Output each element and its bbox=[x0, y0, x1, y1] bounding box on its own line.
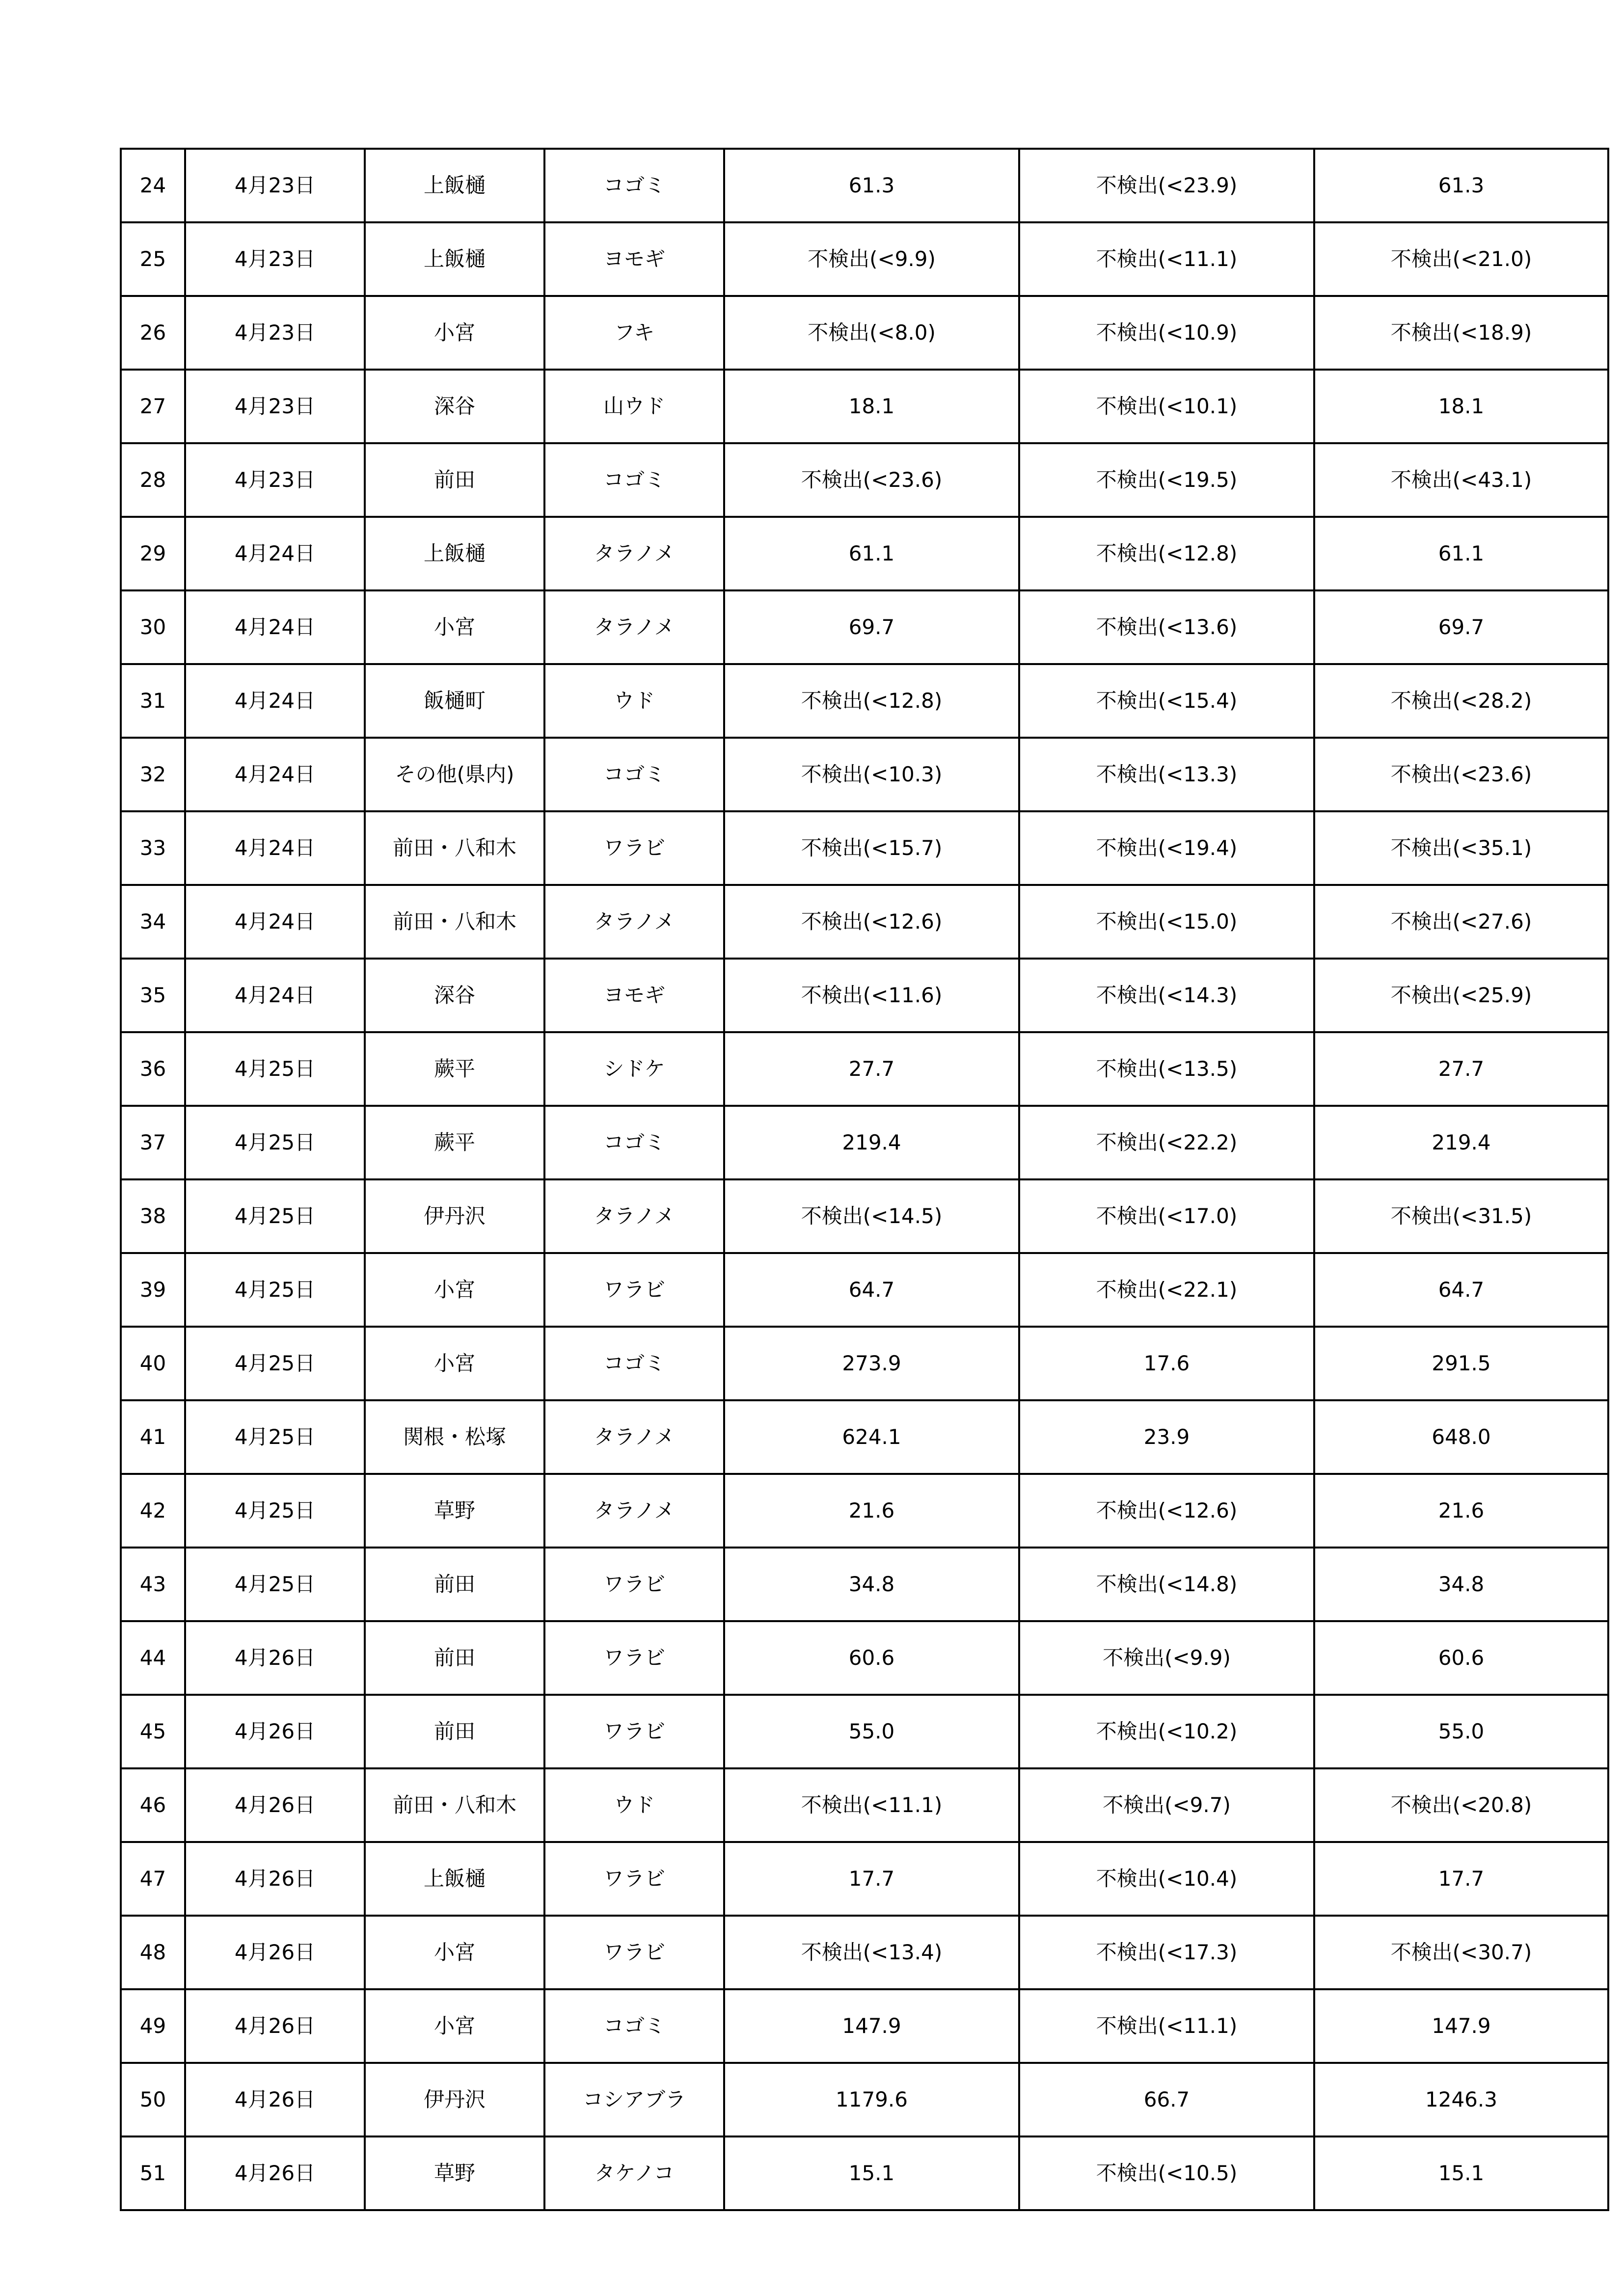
table-row bbox=[121, 2136, 1608, 2210]
row-number-cell: 35 bbox=[121, 959, 185, 1032]
item-cell: コゴミ bbox=[544, 1989, 724, 2063]
item-cell: ワラビ bbox=[544, 1621, 724, 1695]
row-number-cell: 34 bbox=[121, 885, 185, 959]
table-row bbox=[121, 2063, 1608, 2136]
total-value-cell: 18.1 bbox=[1314, 370, 1608, 443]
location-cell: 草野 bbox=[365, 1474, 544, 1548]
value-1-cell: 27.7 bbox=[724, 1032, 1019, 1106]
table-row bbox=[121, 1106, 1608, 1179]
item-cell: コゴミ bbox=[544, 149, 724, 222]
location-cell: 飯樋町 bbox=[365, 664, 544, 738]
row-number-cell: 48 bbox=[121, 1916, 185, 1989]
table-row bbox=[121, 738, 1608, 811]
value-1-cell: 不検出(<14.5) bbox=[724, 1179, 1019, 1253]
location-cell: 小宮 bbox=[365, 296, 544, 370]
total-value-cell: 不検出(<35.1) bbox=[1314, 811, 1608, 885]
date-cell: 4月23日 bbox=[185, 370, 365, 443]
total-value-cell: 21.6 bbox=[1314, 1474, 1608, 1548]
value-1-cell: 17.7 bbox=[724, 1842, 1019, 1916]
date-cell: 4月23日 bbox=[185, 443, 365, 517]
table-row bbox=[121, 1548, 1608, 1621]
location-cell: 小宮 bbox=[365, 1253, 544, 1327]
row-number-cell: 50 bbox=[121, 2063, 185, 2136]
table-row bbox=[121, 149, 1608, 222]
value-1-cell: 69.7 bbox=[724, 590, 1019, 664]
value-2-cell: 不検出(<17.3) bbox=[1019, 1916, 1314, 1989]
location-cell: 上飯樋 bbox=[365, 222, 544, 296]
table-row bbox=[121, 1916, 1608, 1989]
item-cell: ウド bbox=[544, 664, 724, 738]
total-value-cell: 147.9 bbox=[1314, 1989, 1608, 2063]
value-2-cell: 不検出(<10.1) bbox=[1019, 370, 1314, 443]
item-cell: タラノメ bbox=[544, 1179, 724, 1253]
date-cell: 4月24日 bbox=[185, 811, 365, 885]
value-2-cell: 66.7 bbox=[1019, 2063, 1314, 2136]
row-number-cell: 51 bbox=[121, 2136, 185, 2210]
value-1-cell: 不検出(<8.0) bbox=[724, 296, 1019, 370]
location-cell: 前田 bbox=[365, 1695, 544, 1768]
table-row bbox=[121, 296, 1608, 370]
row-number-cell: 41 bbox=[121, 1400, 185, 1474]
table-row bbox=[121, 590, 1608, 664]
date-cell: 4月23日 bbox=[185, 222, 365, 296]
value-2-cell: 不検出(<10.4) bbox=[1019, 1842, 1314, 1916]
item-cell: ワラビ bbox=[544, 1548, 724, 1621]
row-number-cell: 26 bbox=[121, 296, 185, 370]
date-cell: 4月26日 bbox=[185, 1989, 365, 2063]
date-cell: 4月25日 bbox=[185, 1253, 365, 1327]
value-1-cell: 624.1 bbox=[724, 1400, 1019, 1474]
item-cell: コゴミ bbox=[544, 1106, 724, 1179]
row-number-cell: 28 bbox=[121, 443, 185, 517]
item-cell: ワラビ bbox=[544, 1695, 724, 1768]
table-row bbox=[121, 1400, 1608, 1474]
location-cell: 小宮 bbox=[365, 1916, 544, 1989]
row-number-cell: 30 bbox=[121, 590, 185, 664]
total-value-cell: 61.1 bbox=[1314, 517, 1608, 590]
location-cell: 前田・八和木 bbox=[365, 1768, 544, 1842]
total-value-cell: 34.8 bbox=[1314, 1548, 1608, 1621]
location-cell: 前田 bbox=[365, 1621, 544, 1695]
location-cell: 深谷 bbox=[365, 959, 544, 1032]
value-2-cell: 不検出(<23.9) bbox=[1019, 149, 1314, 222]
location-cell: 前田・八和木 bbox=[365, 885, 544, 959]
value-2-cell: 不検出(<13.6) bbox=[1019, 590, 1314, 664]
total-value-cell: 不検出(<18.9) bbox=[1314, 296, 1608, 370]
row-number-cell: 33 bbox=[121, 811, 185, 885]
date-cell: 4月25日 bbox=[185, 1400, 365, 1474]
table-row bbox=[121, 517, 1608, 590]
row-number-cell: 25 bbox=[121, 222, 185, 296]
total-value-cell: 17.7 bbox=[1314, 1842, 1608, 1916]
location-cell: 蕨平 bbox=[365, 1106, 544, 1179]
item-cell: ワラビ bbox=[544, 811, 724, 885]
table-row bbox=[121, 885, 1608, 959]
value-2-cell: 不検出(<15.0) bbox=[1019, 885, 1314, 959]
date-cell: 4月26日 bbox=[185, 2136, 365, 2210]
value-2-cell: 不検出(<10.9) bbox=[1019, 296, 1314, 370]
total-value-cell: 不検出(<28.2) bbox=[1314, 664, 1608, 738]
date-cell: 4月25日 bbox=[185, 1106, 365, 1179]
value-1-cell: 60.6 bbox=[724, 1621, 1019, 1695]
table-row bbox=[121, 1621, 1608, 1695]
value-2-cell: 不検出(<9.9) bbox=[1019, 1621, 1314, 1695]
value-1-cell: 不検出(<23.6) bbox=[724, 443, 1019, 517]
total-value-cell: 27.7 bbox=[1314, 1032, 1608, 1106]
item-cell: タケノコ bbox=[544, 2136, 724, 2210]
row-number-cell: 46 bbox=[121, 1768, 185, 1842]
total-value-cell: 不検出(<20.8) bbox=[1314, 1768, 1608, 1842]
total-value-cell: 69.7 bbox=[1314, 590, 1608, 664]
location-cell: 小宮 bbox=[365, 1327, 544, 1400]
row-number-cell: 36 bbox=[121, 1032, 185, 1106]
total-value-cell: 15.1 bbox=[1314, 2136, 1608, 2210]
total-value-cell: 64.7 bbox=[1314, 1253, 1608, 1327]
date-cell: 4月24日 bbox=[185, 517, 365, 590]
value-2-cell: 不検出(<22.2) bbox=[1019, 1106, 1314, 1179]
date-cell: 4月23日 bbox=[185, 296, 365, 370]
location-cell: 前田・八和木 bbox=[365, 811, 544, 885]
total-value-cell: 60.6 bbox=[1314, 1621, 1608, 1695]
item-cell: コゴミ bbox=[544, 1327, 724, 1400]
location-cell: 小宮 bbox=[365, 1989, 544, 2063]
value-2-cell: 不検出(<22.1) bbox=[1019, 1253, 1314, 1327]
value-1-cell: 不検出(<10.3) bbox=[724, 738, 1019, 811]
value-1-cell: 61.1 bbox=[724, 517, 1019, 590]
value-2-cell: 17.6 bbox=[1019, 1327, 1314, 1400]
row-number-cell: 43 bbox=[121, 1548, 185, 1621]
table-row bbox=[121, 443, 1608, 517]
row-number-cell: 29 bbox=[121, 517, 185, 590]
date-cell: 4月24日 bbox=[185, 959, 365, 1032]
table-row bbox=[121, 1474, 1608, 1548]
table-row bbox=[121, 222, 1608, 296]
table-body bbox=[121, 149, 1608, 2210]
row-number-cell: 44 bbox=[121, 1621, 185, 1695]
total-value-cell: 不検出(<43.1) bbox=[1314, 443, 1608, 517]
value-2-cell: 不検出(<13.3) bbox=[1019, 738, 1314, 811]
total-value-cell: 不検出(<23.6) bbox=[1314, 738, 1608, 811]
date-cell: 4月25日 bbox=[185, 1179, 365, 1253]
location-cell: 前田 bbox=[365, 1548, 544, 1621]
value-1-cell: 15.1 bbox=[724, 2136, 1019, 2210]
value-1-cell: 不検出(<11.1) bbox=[724, 1768, 1019, 1842]
table-row bbox=[121, 664, 1608, 738]
item-cell: ヨモギ bbox=[544, 959, 724, 1032]
row-number-cell: 32 bbox=[121, 738, 185, 811]
item-cell: ワラビ bbox=[544, 1253, 724, 1327]
value-1-cell: 不検出(<11.6) bbox=[724, 959, 1019, 1032]
item-cell: フキ bbox=[544, 296, 724, 370]
total-value-cell: 219.4 bbox=[1314, 1106, 1608, 1179]
table-row bbox=[121, 1327, 1608, 1400]
value-2-cell: 不検出(<12.8) bbox=[1019, 517, 1314, 590]
value-1-cell: 18.1 bbox=[724, 370, 1019, 443]
date-cell: 4月26日 bbox=[185, 1768, 365, 1842]
item-cell: コゴミ bbox=[544, 443, 724, 517]
value-2-cell: 不検出(<10.5) bbox=[1019, 2136, 1314, 2210]
value-1-cell: 1179.6 bbox=[724, 2063, 1019, 2136]
date-cell: 4月26日 bbox=[185, 1695, 365, 1768]
row-number-cell: 27 bbox=[121, 370, 185, 443]
value-2-cell: 不検出(<10.2) bbox=[1019, 1695, 1314, 1768]
date-cell: 4月24日 bbox=[185, 590, 365, 664]
location-cell: 深谷 bbox=[365, 370, 544, 443]
row-number-cell: 45 bbox=[121, 1695, 185, 1768]
location-cell: 小宮 bbox=[365, 590, 544, 664]
value-1-cell: 不検出(<9.9) bbox=[724, 222, 1019, 296]
date-cell: 4月26日 bbox=[185, 1621, 365, 1695]
value-2-cell: 不検出(<14.8) bbox=[1019, 1548, 1314, 1621]
location-cell: 草野 bbox=[365, 2136, 544, 2210]
value-1-cell: 61.3 bbox=[724, 149, 1019, 222]
row-number-cell: 31 bbox=[121, 664, 185, 738]
date-cell: 4月26日 bbox=[185, 2063, 365, 2136]
value-1-cell: 219.4 bbox=[724, 1106, 1019, 1179]
location-cell: 上飯樋 bbox=[365, 149, 544, 222]
value-1-cell: 55.0 bbox=[724, 1695, 1019, 1768]
total-value-cell: 不検出(<27.6) bbox=[1314, 885, 1608, 959]
row-number-cell: 39 bbox=[121, 1253, 185, 1327]
table-row bbox=[121, 370, 1608, 443]
location-cell: 前田 bbox=[365, 443, 544, 517]
date-cell: 4月25日 bbox=[185, 1032, 365, 1106]
location-cell: 関根・松塚 bbox=[365, 1400, 544, 1474]
location-cell: 上飯樋 bbox=[365, 517, 544, 590]
row-number-cell: 38 bbox=[121, 1179, 185, 1253]
table-row bbox=[121, 1032, 1608, 1106]
item-cell: タラノメ bbox=[544, 1400, 724, 1474]
date-cell: 4月26日 bbox=[185, 1842, 365, 1916]
location-cell: 伊丹沢 bbox=[365, 2063, 544, 2136]
row-number-cell: 49 bbox=[121, 1989, 185, 2063]
value-2-cell: 不検出(<11.1) bbox=[1019, 222, 1314, 296]
row-number-cell: 24 bbox=[121, 149, 185, 222]
item-cell: タラノメ bbox=[544, 590, 724, 664]
table-row bbox=[121, 1989, 1608, 2063]
table-row bbox=[121, 1253, 1608, 1327]
date-cell: 4月25日 bbox=[185, 1327, 365, 1400]
item-cell: タラノメ bbox=[544, 1474, 724, 1548]
item-cell: 山ウド bbox=[544, 370, 724, 443]
value-1-cell: 21.6 bbox=[724, 1474, 1019, 1548]
value-2-cell: 不検出(<14.3) bbox=[1019, 959, 1314, 1032]
location-cell: 蕨平 bbox=[365, 1032, 544, 1106]
value-1-cell: 不検出(<15.7) bbox=[724, 811, 1019, 885]
total-value-cell: 不検出(<25.9) bbox=[1314, 959, 1608, 1032]
value-2-cell: 不検出(<17.0) bbox=[1019, 1179, 1314, 1253]
item-cell: ワラビ bbox=[544, 1842, 724, 1916]
table-row bbox=[121, 1768, 1608, 1842]
table-row bbox=[121, 1842, 1608, 1916]
value-1-cell: 不検出(<13.4) bbox=[724, 1916, 1019, 1989]
total-value-cell: 291.5 bbox=[1314, 1327, 1608, 1400]
total-value-cell: 648.0 bbox=[1314, 1400, 1608, 1474]
item-cell: タラノメ bbox=[544, 885, 724, 959]
item-cell: シドケ bbox=[544, 1032, 724, 1106]
row-number-cell: 47 bbox=[121, 1842, 185, 1916]
total-value-cell: 61.3 bbox=[1314, 149, 1608, 222]
date-cell: 4月24日 bbox=[185, 885, 365, 959]
date-cell: 4月25日 bbox=[185, 1474, 365, 1548]
location-cell: 上飯樋 bbox=[365, 1842, 544, 1916]
value-2-cell: 不検出(<19.4) bbox=[1019, 811, 1314, 885]
total-value-cell: 不検出(<30.7) bbox=[1314, 1916, 1608, 1989]
row-number-cell: 37 bbox=[121, 1106, 185, 1179]
row-number-cell: 40 bbox=[121, 1327, 185, 1400]
value-2-cell: 23.9 bbox=[1019, 1400, 1314, 1474]
total-value-cell: 55.0 bbox=[1314, 1695, 1608, 1768]
value-2-cell: 不検出(<11.1) bbox=[1019, 1989, 1314, 2063]
value-1-cell: 147.9 bbox=[724, 1989, 1019, 2063]
value-2-cell: 不検出(<19.5) bbox=[1019, 443, 1314, 517]
value-1-cell: 273.9 bbox=[724, 1327, 1019, 1400]
value-2-cell: 不検出(<13.5) bbox=[1019, 1032, 1314, 1106]
location-cell: その他(県内) bbox=[365, 738, 544, 811]
date-cell: 4月26日 bbox=[185, 1916, 365, 1989]
measurement-table bbox=[120, 148, 1609, 2211]
table-row bbox=[121, 1695, 1608, 1768]
table-row bbox=[121, 959, 1608, 1032]
value-1-cell: 不検出(<12.8) bbox=[724, 664, 1019, 738]
date-cell: 4月24日 bbox=[185, 738, 365, 811]
date-cell: 4月23日 bbox=[185, 149, 365, 222]
date-cell: 4月25日 bbox=[185, 1548, 365, 1621]
location-cell: 伊丹沢 bbox=[365, 1179, 544, 1253]
table-row bbox=[121, 811, 1608, 885]
item-cell: コシアブラ bbox=[544, 2063, 724, 2136]
value-1-cell: 34.8 bbox=[724, 1548, 1019, 1621]
table-row bbox=[121, 1179, 1608, 1253]
item-cell: ウド bbox=[544, 1768, 724, 1842]
value-1-cell: 64.7 bbox=[724, 1253, 1019, 1327]
total-value-cell: 1246.3 bbox=[1314, 2063, 1608, 2136]
total-value-cell: 不検出(<21.0) bbox=[1314, 222, 1608, 296]
value-2-cell: 不検出(<15.4) bbox=[1019, 664, 1314, 738]
item-cell: ワラビ bbox=[544, 1916, 724, 1989]
total-value-cell: 不検出(<31.5) bbox=[1314, 1179, 1608, 1253]
item-cell: コゴミ bbox=[544, 738, 724, 811]
date-cell: 4月24日 bbox=[185, 664, 365, 738]
item-cell: タラノメ bbox=[544, 517, 724, 590]
value-2-cell: 不検出(<12.6) bbox=[1019, 1474, 1314, 1548]
row-number-cell: 42 bbox=[121, 1474, 185, 1548]
value-1-cell: 不検出(<12.6) bbox=[724, 885, 1019, 959]
item-cell: ヨモギ bbox=[544, 222, 724, 296]
value-2-cell: 不検出(<9.7) bbox=[1019, 1768, 1314, 1842]
